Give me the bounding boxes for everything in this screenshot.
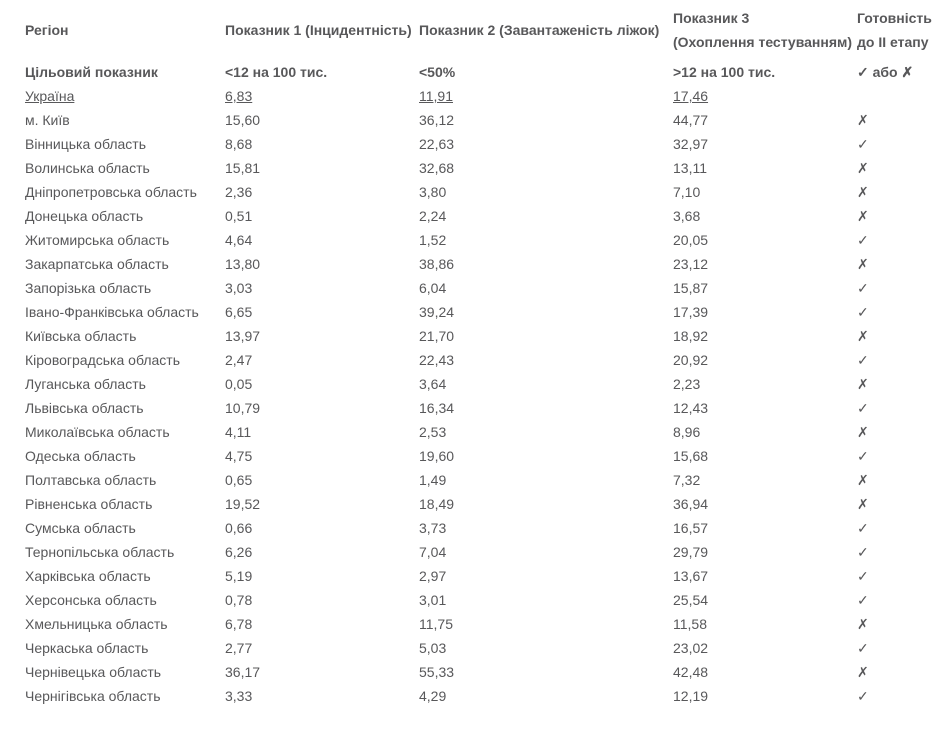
cross-icon: ✗ (857, 616, 869, 632)
table-row (25, 588, 941, 612)
region-name: Кіровоградська область (25, 352, 180, 368)
region-name: Миколаївська область (25, 424, 170, 440)
check-icon: ✓ (857, 568, 869, 584)
indicator2-value: 6,04 (419, 280, 447, 296)
readiness-cell (857, 516, 941, 540)
readiness-cell (857, 588, 941, 612)
indicator2-value: 55,33 (419, 664, 455, 680)
readiness-cell (857, 372, 941, 396)
table-row (25, 396, 941, 420)
indicator2-value: 22,43 (419, 352, 455, 368)
indicator2-value: 1,52 (419, 232, 447, 248)
ukraine-indicator3-cell (673, 84, 857, 108)
indicators-table (25, 6, 941, 708)
indicator3-value: 32,97 (673, 136, 709, 152)
target-row-label: Цільовий показник (25, 64, 158, 80)
cross-icon: ✗ (857, 112, 869, 128)
indicator3-value: 17,39 (673, 304, 709, 320)
check-icon: ✓ (857, 352, 869, 368)
indicator1-value: 4,11 (225, 424, 252, 440)
indicator2-value: 18,49 (419, 496, 455, 512)
indicator1-value: 0,78 (225, 592, 253, 608)
readiness-cell (857, 636, 941, 660)
indicator1-value: 0,65 (225, 472, 253, 488)
table-row (25, 636, 941, 660)
cross-icon: ✗ (857, 376, 869, 392)
readiness-cell (857, 108, 941, 132)
table-row (25, 492, 941, 516)
region-name: Черкаська область (25, 640, 149, 656)
indicator1-value: 13,80 (225, 256, 261, 272)
col-header-readiness-line2: до II етапу (857, 34, 929, 50)
region-name: Житомирська область (25, 232, 170, 248)
cross-icon: ✗ (857, 208, 869, 224)
indicator2-value: 21,70 (419, 328, 455, 344)
region-name: Полтавська область (25, 472, 157, 488)
readiness-cell (857, 204, 941, 228)
readiness-cell (857, 276, 941, 300)
table-row (25, 252, 941, 276)
target-indicator3-value: >12 на 100 тис. (673, 64, 776, 80)
indicator3-value: 36,94 (673, 496, 709, 512)
region-name: Харківська область (25, 568, 151, 584)
table-row (25, 300, 941, 324)
indicator3-value: 20,92 (673, 352, 709, 368)
indicator1-value: 10,79 (225, 400, 261, 416)
cross-icon: ✗ (857, 664, 869, 680)
indicator1-value: 15,81 (225, 160, 261, 176)
table-row (25, 156, 941, 180)
indicator1-value: 13,97 (225, 328, 261, 344)
ukraine-readiness-cell (857, 84, 941, 108)
indicator3-value: 23,02 (673, 640, 709, 656)
check-icon: ✓ (857, 136, 869, 152)
region-name: м. Київ (25, 112, 70, 128)
col-header-indicator1-label: Показник 1 (Інцидентність) (225, 22, 412, 38)
indicator1-value: 8,68 (225, 136, 253, 152)
indicator3-value: 44,77 (673, 112, 709, 128)
region-name: Тернопільська область (25, 544, 175, 560)
col-header-readiness (857, 6, 941, 60)
header-row (25, 6, 941, 60)
table-row (25, 180, 941, 204)
ukraine-indicator2-cell (419, 84, 673, 108)
readiness-cell (857, 540, 941, 564)
indicator1-value: 2,77 (225, 640, 253, 656)
region-name: Херсонська область (25, 592, 157, 608)
readiness-cell (857, 660, 941, 684)
col-header-indicator1 (225, 6, 419, 60)
col-header-indicator2 (419, 6, 673, 60)
ukraine-indicator1-cell (225, 84, 419, 108)
table-row (25, 564, 941, 588)
indicator3-value: 2,23 (673, 376, 701, 392)
region-name: Київська область (25, 328, 137, 344)
indicator1-value: 4,75 (225, 448, 253, 464)
indicator1-value: 0,51 (225, 208, 253, 224)
readiness-cell (857, 492, 941, 516)
indicator2-value: 4,29 (419, 688, 447, 704)
readiness-cell (857, 228, 941, 252)
region-name: Чернігівська область (25, 688, 161, 704)
ukraine-indicator2-value[interactable]: 11,91 (419, 88, 453, 104)
indicator2-value: 39,24 (419, 304, 455, 320)
target-indicator1-value: <12 на 100 тис. (225, 64, 328, 80)
readiness-cell (857, 252, 941, 276)
readiness-cell (857, 348, 941, 372)
readiness-cell (857, 180, 941, 204)
table-row (25, 108, 941, 132)
indicator1-value: 3,33 (225, 688, 253, 704)
indicator2-value: 38,86 (419, 256, 455, 272)
cross-icon: ✗ (857, 496, 869, 512)
region-name: Закарпатська область (25, 256, 169, 272)
check-icon: ✓ (857, 280, 869, 296)
indicator3-value: 15,68 (673, 448, 709, 464)
indicator1-value: 36,17 (225, 664, 261, 680)
indicator1-value: 2,36 (225, 184, 253, 200)
indicator2-value: 2,97 (419, 568, 447, 584)
region-name: Донецька область (25, 208, 144, 224)
table-row (25, 276, 941, 300)
check-icon: ✓ (857, 544, 869, 560)
region-name: Запорізька область (25, 280, 152, 296)
table-row (25, 348, 941, 372)
readiness-cell (857, 396, 941, 420)
indicator3-value: 15,87 (673, 280, 709, 296)
indicator1-value: 3,03 (225, 280, 253, 296)
indicator2-value: 3,64 (419, 376, 447, 392)
indicator3-value: 25,54 (673, 592, 709, 608)
cross-icon: ✗ (857, 424, 869, 440)
indicator2-value: 7,04 (419, 544, 447, 560)
indicator2-value: 11,75 (419, 616, 453, 632)
indicator3-value: 3,68 (673, 208, 701, 224)
ukraine-summary-row (25, 84, 941, 108)
indicator1-value: 19,52 (225, 496, 261, 512)
check-icon: ✓ (857, 592, 869, 608)
indicator1-value: 0,05 (225, 376, 253, 392)
indicator1-value: 6,78 (225, 616, 253, 632)
cross-icon: ✗ (857, 472, 869, 488)
region-name: Дніпропетровська область (25, 184, 197, 200)
indicator2-value: 16,34 (419, 400, 455, 416)
readiness-cell (857, 300, 941, 324)
region-name: Волинська область (25, 160, 150, 176)
table-row (25, 684, 941, 708)
check-icon: ✓ (857, 400, 869, 416)
indicator1-value: 15,60 (225, 112, 261, 128)
region-name: Луганська область (25, 376, 146, 392)
indicator2-value: 5,03 (419, 640, 447, 656)
check-icon: ✓ (857, 232, 869, 248)
cross-icon: ✗ (857, 256, 869, 272)
region-name: Вінницька область (25, 136, 146, 152)
cross-icon: ✗ (857, 160, 869, 176)
readiness-cell (857, 132, 941, 156)
ukraine-link[interactable]: Україна (25, 88, 75, 104)
indicator2-value: 3,73 (419, 520, 447, 536)
indicator3-value: 8,96 (673, 424, 701, 440)
col-header-indicator2-label: Показник 2 (Завантаженість ліжок) (419, 22, 660, 38)
indicator1-value: 6,65 (225, 304, 253, 320)
indicator3-value: 12,43 (673, 400, 709, 416)
readiness-cell (857, 612, 941, 636)
indicator3-value: 13,11 (673, 160, 707, 176)
table-row (25, 444, 941, 468)
indicator1-value: 6,26 (225, 544, 253, 560)
check-icon: ✓ (857, 448, 869, 464)
check-icon: ✓ (857, 520, 869, 536)
table-row (25, 420, 941, 444)
indicator3-value: 20,05 (673, 232, 709, 248)
indicator3-value: 7,32 (673, 472, 701, 488)
indicator2-value: 36,12 (419, 112, 455, 128)
indicator3-value: 13,67 (673, 568, 709, 584)
table-row (25, 204, 941, 228)
col-header-indicator3-line2: (Охоплення тестуванням) (673, 34, 853, 50)
readiness-cell (857, 564, 941, 588)
region-name: Рівненська область (25, 496, 153, 512)
check-icon: ✓ (857, 304, 869, 320)
table-row (25, 132, 941, 156)
readiness-cell (857, 444, 941, 468)
ukraine-indicator1-value[interactable]: 6,83 (225, 88, 253, 104)
col-header-region-label: Регіон (25, 22, 69, 38)
cross-icon: ✗ (857, 184, 869, 200)
indicator3-value: 23,12 (673, 256, 709, 272)
table-row (25, 540, 941, 564)
readiness-cell (857, 468, 941, 492)
target-readiness-legend: ✓ або ✗ (857, 64, 914, 80)
table-row (25, 228, 941, 252)
region-name: Львівська область (25, 400, 144, 416)
readiness-cell (857, 156, 941, 180)
region-name: Хмельницька область (25, 616, 168, 632)
check-icon: ✓ (857, 640, 869, 656)
table-row (25, 612, 941, 636)
region-name: Івано-Франківська область (25, 304, 199, 320)
readiness-cell (857, 420, 941, 444)
indicator3-value: 42,48 (673, 664, 709, 680)
target-indicator-row (25, 60, 941, 84)
indicator3-value: 7,10 (673, 184, 701, 200)
region-rows (25, 108, 941, 708)
target-indicator2-value: <50% (419, 64, 456, 80)
col-header-region (25, 6, 225, 60)
table-row (25, 468, 941, 492)
indicator3-value: 11,58 (673, 616, 707, 632)
indicator1-value: 4,64 (225, 232, 253, 248)
indicator2-value: 3,80 (419, 184, 447, 200)
cross-icon: ✗ (857, 328, 869, 344)
col-header-indicator3 (673, 6, 857, 60)
indicator2-value: 3,01 (419, 592, 447, 608)
indicator2-value: 22,63 (419, 136, 455, 152)
indicator2-value: 1,49 (419, 472, 447, 488)
indicator3-value: 16,57 (673, 520, 709, 536)
indicator3-value: 29,79 (673, 544, 709, 560)
region-name: Одеська область (25, 448, 136, 464)
table-row (25, 372, 941, 396)
col-header-readiness-line1: Готовність (857, 10, 932, 26)
indicator2-value: 32,68 (419, 160, 455, 176)
table-row (25, 516, 941, 540)
region-name: Чернівецька область (25, 664, 162, 680)
indicator1-value: 2,47 (225, 352, 253, 368)
readiness-cell (857, 684, 941, 708)
indicator3-value: 18,92 (673, 328, 709, 344)
indicator3-value: 12,19 (673, 688, 709, 704)
col-header-indicator3-line1: Показник 3 (673, 10, 750, 26)
check-icon: ✓ (857, 688, 869, 704)
indicator1-value: 5,19 (225, 568, 253, 584)
ukraine-indicator3-value[interactable]: 17,46 (673, 88, 709, 104)
readiness-cell (857, 324, 941, 348)
table-row (25, 660, 941, 684)
ukraine-region-cell (25, 84, 225, 108)
indicator2-value: 19,60 (419, 448, 455, 464)
indicator2-value: 2,24 (419, 208, 447, 224)
region-name: Сумська область (25, 520, 136, 536)
table-row (25, 324, 941, 348)
indicator2-value: 2,53 (419, 424, 447, 440)
indicator1-value: 0,66 (225, 520, 253, 536)
